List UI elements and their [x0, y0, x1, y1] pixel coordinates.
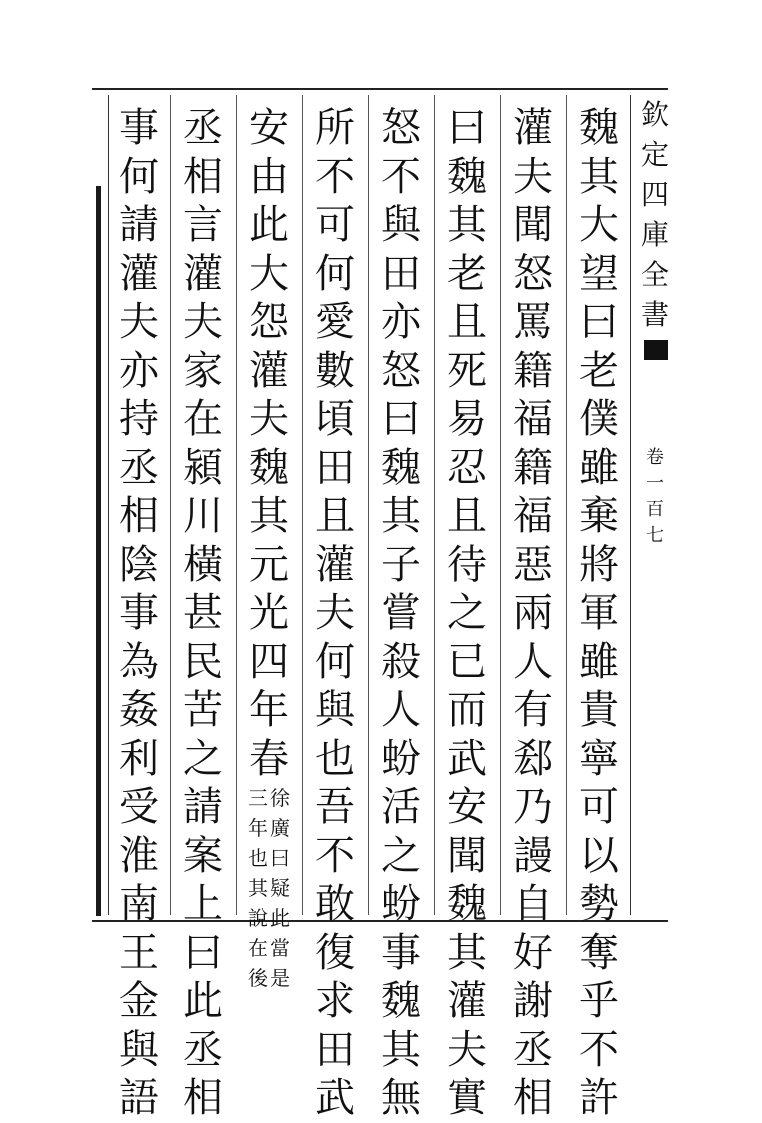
column-divider [368, 95, 369, 915]
character: 由 [249, 153, 289, 200]
title-character: 全 [640, 258, 669, 291]
character: 陰 [119, 541, 159, 588]
character: 夫 [513, 153, 553, 200]
character: 愛 [315, 299, 355, 345]
character: 且 [447, 493, 487, 539]
character: 人 [513, 638, 553, 685]
character: 福 [513, 493, 553, 539]
character: 聞 [513, 202, 553, 248]
character: 橫 [183, 541, 223, 588]
character: 罵 [513, 299, 553, 345]
character: 怒 [381, 105, 421, 151]
volume-character: 卷 [646, 447, 664, 468]
character: 雖 [579, 444, 619, 491]
character: 夫 [183, 299, 223, 345]
character: 其 [249, 493, 289, 539]
character: 殺 [381, 638, 421, 685]
commentary-character: 其 [248, 876, 268, 900]
text-column-5 [306, 104, 364, 1121]
character: 有 [513, 687, 553, 733]
character: 灌 [249, 347, 289, 394]
character: 魏 [447, 153, 487, 200]
text-column-6 [240, 104, 298, 990]
character: 武 [315, 1075, 355, 1121]
character: 籍 [513, 444, 553, 491]
character: 春 [249, 735, 289, 782]
character: 安 [249, 105, 289, 151]
character: 籍 [513, 347, 553, 394]
character: 夫 [447, 1026, 487, 1073]
character: 不 [315, 832, 355, 879]
character: 蚡 [381, 881, 421, 927]
character: 魏 [579, 105, 619, 151]
character: 夫 [119, 299, 159, 345]
character: 家 [183, 347, 223, 394]
character: 敢 [315, 881, 355, 927]
commentary-line [270, 783, 290, 993]
character: 此 [183, 978, 223, 1024]
character: 復 [315, 929, 355, 976]
character: 曰 [183, 929, 223, 976]
text-column-7 [174, 104, 232, 1121]
character: 語 [119, 1075, 159, 1121]
title-character: 書 [640, 298, 669, 331]
character: 好 [513, 929, 553, 976]
character: 田 [315, 1026, 355, 1073]
character: 求 [315, 978, 355, 1024]
fishtail-mark [644, 340, 668, 360]
commentary-note [248, 783, 290, 993]
commentary-character: 也 [248, 846, 268, 870]
character: 僕 [579, 396, 619, 442]
character: 苦 [183, 687, 223, 733]
character: 上 [183, 881, 223, 927]
character: 相 [513, 1075, 553, 1121]
character: 南 [119, 881, 159, 927]
title-character: 定 [640, 138, 669, 171]
character: 子 [381, 541, 421, 588]
character: 之 [447, 590, 487, 636]
character: 而 [447, 687, 487, 733]
character: 何 [315, 250, 355, 297]
character: 丞 [119, 444, 159, 491]
character: 奪 [579, 929, 619, 976]
character: 與 [119, 1026, 159, 1073]
character: 事 [119, 105, 159, 151]
character: 蚡 [381, 735, 421, 782]
character: 王 [119, 929, 159, 976]
commentary-character: 後 [248, 966, 268, 990]
character: 之 [381, 832, 421, 879]
column-divider [566, 95, 567, 915]
character: 丞 [183, 1026, 223, 1073]
character: 灌 [447, 978, 487, 1024]
character: 川 [183, 493, 223, 539]
text-column-3 [438, 104, 496, 1121]
character: 曰 [447, 105, 487, 151]
character: 謝 [513, 978, 553, 1024]
character: 在 [183, 396, 223, 442]
character: 死 [447, 347, 487, 394]
commentary-character: 年 [248, 816, 268, 840]
character: 實 [447, 1075, 487, 1121]
character: 將 [579, 541, 619, 588]
character: 寧 [579, 735, 619, 782]
character: 灌 [119, 250, 159, 297]
character: 老 [447, 250, 487, 297]
character: 魏 [447, 881, 487, 927]
column-divider [302, 95, 303, 915]
character: 待 [447, 541, 487, 588]
character: 其 [447, 929, 487, 976]
character: 人 [381, 687, 421, 733]
page-margin [636, 95, 674, 915]
commentary-line [248, 783, 268, 993]
character: 魏 [381, 444, 421, 491]
character: 相 [183, 153, 223, 200]
character: 言 [183, 202, 223, 248]
column-divider [500, 95, 501, 915]
column-divider [170, 95, 171, 915]
character: 軍 [579, 590, 619, 636]
character: 夫 [315, 590, 355, 636]
character: 雖 [579, 638, 619, 685]
commentary-character: 當 [270, 936, 290, 960]
volume-number [636, 445, 674, 549]
character: 乎 [579, 978, 619, 1024]
character: 之 [183, 735, 223, 782]
character: 以 [579, 832, 619, 879]
character: 可 [315, 202, 355, 248]
character: 請 [183, 784, 223, 830]
character: 相 [119, 493, 159, 539]
character: 數 [315, 347, 355, 394]
text-column-4 [372, 104, 430, 1121]
character: 郄 [513, 735, 553, 782]
character: 其 [579, 153, 619, 200]
title-character: 四 [640, 178, 669, 211]
character: 元 [249, 541, 289, 588]
character: 夫 [249, 396, 289, 442]
character: 福 [513, 396, 553, 442]
character: 無 [381, 1075, 421, 1121]
character: 灌 [183, 250, 223, 297]
character: 不 [315, 153, 355, 200]
character: 灌 [513, 105, 553, 151]
character: 何 [119, 153, 159, 200]
title-character: 欽 [640, 98, 669, 131]
character: 兩 [513, 590, 553, 636]
character: 何 [315, 638, 355, 685]
character: 甚 [183, 590, 223, 636]
character: 案 [183, 832, 223, 879]
character: 不 [579, 1026, 619, 1073]
character: 望 [579, 250, 619, 297]
character: 與 [381, 202, 421, 248]
character: 魏 [249, 444, 289, 491]
character: 活 [381, 784, 421, 830]
character: 與 [315, 687, 355, 733]
character: 淮 [119, 832, 159, 879]
volume-character: 百 [646, 499, 664, 520]
column-divider [236, 95, 237, 915]
character: 曰 [579, 299, 619, 345]
character: 不 [381, 153, 421, 200]
character: 年 [249, 687, 289, 733]
text-column-8 [110, 104, 168, 1121]
character: 嘗 [381, 590, 421, 636]
character: 吾 [315, 784, 355, 830]
commentary-character: 此 [270, 906, 290, 930]
commentary-character: 三 [248, 786, 268, 810]
character: 所 [315, 105, 355, 151]
character: 亦 [119, 347, 159, 394]
character: 勢 [579, 881, 619, 927]
title-character: 庫 [640, 218, 669, 251]
character: 田 [381, 250, 421, 297]
character: 武 [447, 735, 487, 782]
character: 易 [447, 396, 487, 442]
column-divider [434, 95, 435, 915]
commentary-character: 廣 [270, 816, 290, 840]
character: 此 [249, 202, 289, 248]
character: 安 [447, 784, 487, 830]
character: 怒 [513, 250, 553, 297]
volume-character: 一 [646, 473, 664, 494]
character: 灌 [315, 541, 355, 588]
character: 姦 [119, 687, 159, 733]
character: 且 [315, 493, 355, 539]
character: 貴 [579, 687, 619, 733]
character: 其 [381, 1026, 421, 1073]
character: 老 [579, 347, 619, 394]
character: 相 [183, 1075, 223, 1121]
character: 利 [119, 735, 159, 782]
character: 也 [315, 735, 355, 782]
character: 怨 [249, 299, 289, 345]
character: 為 [119, 638, 159, 685]
text-column-1 [570, 104, 628, 1121]
volume-character: 七 [646, 525, 664, 546]
character: 金 [119, 978, 159, 1024]
character: 大 [579, 202, 619, 248]
character: 怒 [381, 347, 421, 394]
commentary-character: 是 [270, 966, 290, 990]
character: 受 [119, 784, 159, 830]
commentary-character: 說 [248, 906, 268, 930]
character: 頃 [315, 396, 355, 442]
character: 曰 [381, 396, 421, 442]
character: 聞 [447, 832, 487, 879]
frame-left-border [108, 95, 109, 915]
character: 持 [119, 396, 159, 442]
character: 田 [315, 444, 355, 491]
commentary-character: 徐 [270, 786, 290, 810]
character: 事 [119, 590, 159, 636]
character: 謾 [513, 832, 553, 879]
character: 魏 [381, 978, 421, 1024]
character: 事 [381, 929, 421, 976]
character: 丞 [183, 105, 223, 151]
character: 其 [381, 493, 421, 539]
character: 惡 [513, 541, 553, 588]
character: 乃 [513, 784, 553, 830]
commentary-character: 疑 [270, 876, 290, 900]
character: 亦 [381, 299, 421, 345]
character: 自 [513, 881, 553, 927]
frame-left-thick-border [96, 186, 101, 916]
character: 請 [119, 202, 159, 248]
character: 其 [447, 202, 487, 248]
commentary-character: 曰 [270, 846, 290, 870]
character: 已 [447, 638, 487, 685]
character: 四 [249, 638, 289, 685]
character: 可 [579, 784, 619, 830]
frame-right-border [630, 95, 631, 915]
character: 民 [183, 638, 223, 685]
character: 丞 [513, 1026, 553, 1073]
character: 棄 [579, 493, 619, 539]
character: 潁 [183, 444, 223, 491]
character: 光 [249, 590, 289, 636]
character: 且 [447, 299, 487, 345]
book-title [636, 95, 674, 335]
character: 忍 [447, 444, 487, 491]
character: 許 [579, 1075, 619, 1121]
character: 大 [249, 250, 289, 297]
commentary-character: 在 [248, 936, 268, 960]
text-column-2 [504, 104, 562, 1121]
